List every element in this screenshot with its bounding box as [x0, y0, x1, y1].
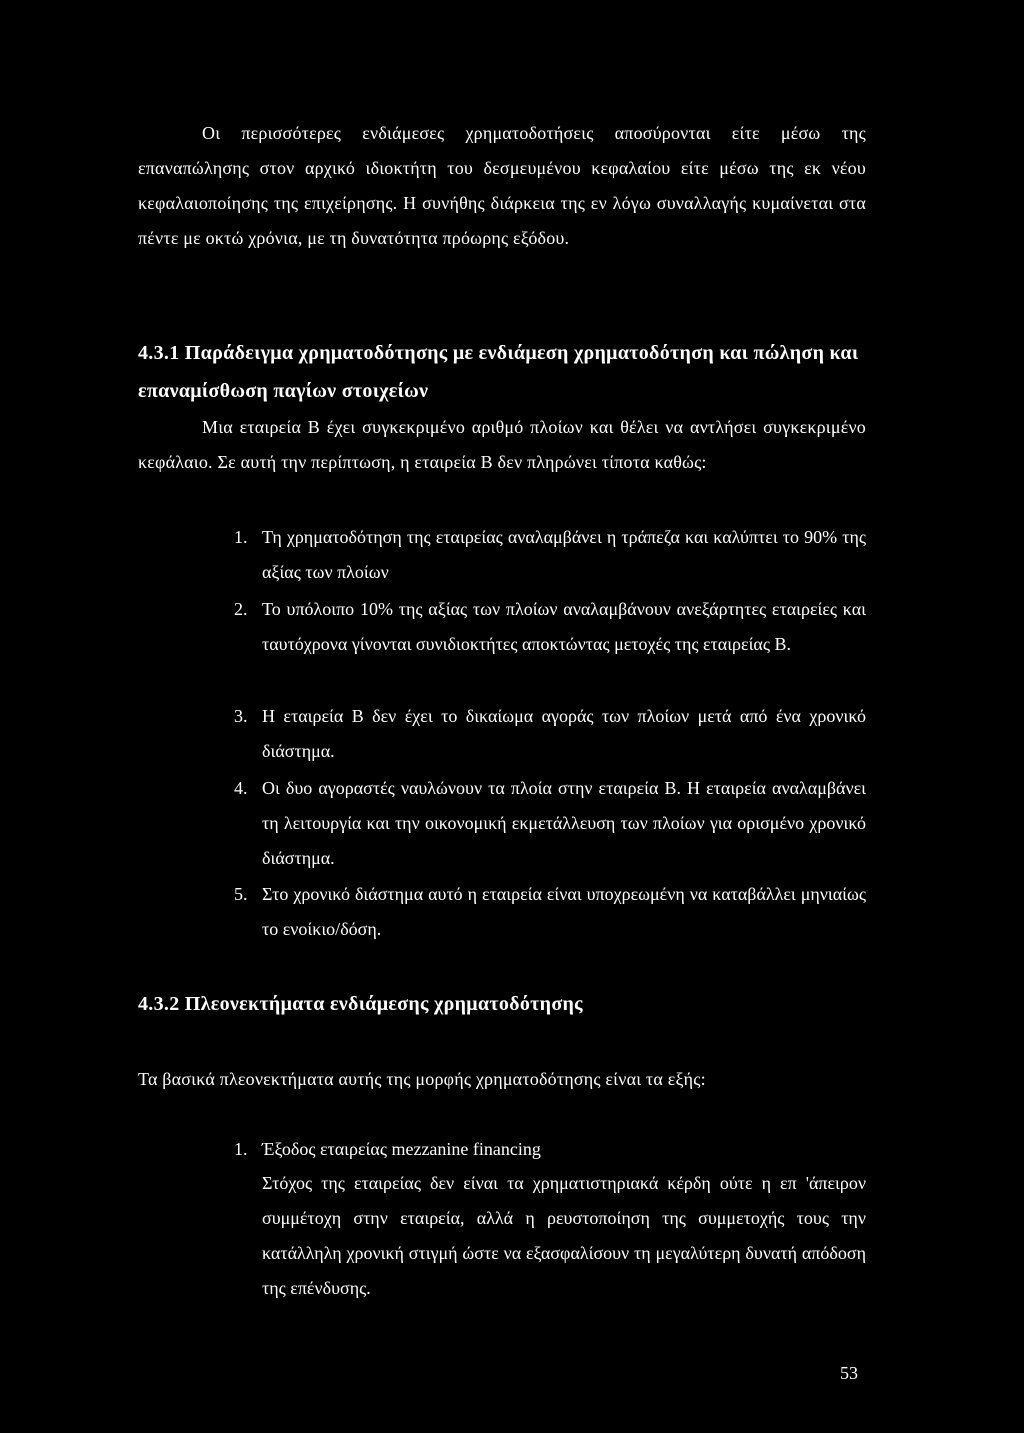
- advantage-item: [138, 1132, 866, 1332]
- advantage-body: Στόχος της εταιρείας δεν είναι τα χρηματιστηριακά κέρδη ούτε η επ 'άπειρον συμμέτοχη στην εταιρεία, αλλά η ρευστοποίηση της συμμετοχής τους την κατάλληλη χρονική στιγμή ώστε να εξασφαλίσουν τη μεγαλύτερη δυνατή απόδοση της επένδυσης.: [262, 1173, 866, 1298]
- list-item-number: 5.: [234, 884, 248, 904]
- page-number: 53: [840, 1363, 858, 1383]
- list-item-text: Το υπόλοιπο 10% της αξίας των πλοίων αναλαμβάνουν ανεξάρτητες εταιρείες και ταυτόχρονα γίνονται συνιδιοκτήτες αποκτώντας μετοχές της εταιρείας Β.: [262, 599, 866, 654]
- list-item-number: 1.: [234, 527, 248, 547]
- section-heading-4-3-2: 4.3.2 Πλεονεκτήματα ενδιάμεσης χρηματοδότησης: [138, 993, 583, 1015]
- list-item-text: Στο χρονικό διάστημα αυτό η εταιρεία είναι υποχρεωμένη να καταβάλλει μηνιαίως το ενοίκιο/δόση.: [262, 884, 866, 939]
- list-item-number: 4.: [234, 778, 248, 798]
- section-4-3-2-intro: Τα βασικά πλεονεκτήματα αυτής της μορφής χρηματοδότησης είναι τα εξής:: [138, 1069, 706, 1089]
- advantage-title: Έξοδος εταιρείας mezzanine financing: [262, 1139, 541, 1159]
- section-heading-4-3-1: 4.3.1 Παράδειγμα χρηματοδότησης με ενδιάμεση χρηματοδότηση και πώληση και επαναμίσθωση παγίων στοιχείων: [138, 342, 859, 402]
- list-item-text: Οι δυο αγοραστές ναυλώνουν τα πλοία στην εταιρεία Β. Η εταιρεία αναλαμβάνει τη λειτουργία και την οικονομική εκμετάλλευση των πλοίων για ορισμένο χρονικό διάστημα.: [262, 778, 866, 868]
- list-item-number: 3.: [234, 706, 248, 726]
- list-item-text: Η εταιρεία Β δεν έχει το δικαίωμα αγοράς των πλοίων μετά από ένα χρονικό διάστημα.: [262, 706, 866, 761]
- list-item-text: Τη χρηματοδότηση της εταιρείας αναλαμβάνει η τράπεζα και καλύπτει το 90% της αξίας των πλοίων: [262, 527, 866, 582]
- numbered-list: [138, 520, 866, 950]
- section-4-3-1-intro: Μια εταιρεία Β έχει συγκεκριμένο αριθμό πλοίων και θέλει να αντλήσει συγκεκριμένο κεφάλαιο. Σε αυτή την περίπτωση, η εταιρεία Β δεν πληρώνει τίποτα καθώς:: [138, 417, 866, 472]
- advantage-number: 1.: [234, 1139, 248, 1159]
- intro-paragraph: Οι περισσότερες ενδιάμεσες χρηματοδοτήσεις αποσύρονται είτε μέσω της επαναπώλησης στον αρχικό ιδιοκτήτη του δεσμευμένου κεφαλαίου είτε μέσω της εκ νέου κεφαλαιοποίησης της επιχείρησης. Η συνήθης διάρκεια της εν λόγω συναλλαγής κυμαίνεται στα πέντε με οκτώ χρόνια, με τη δυνατότητα πρόωρης εξόδου.: [138, 123, 866, 248]
- list-item-number: 2.: [234, 599, 248, 619]
